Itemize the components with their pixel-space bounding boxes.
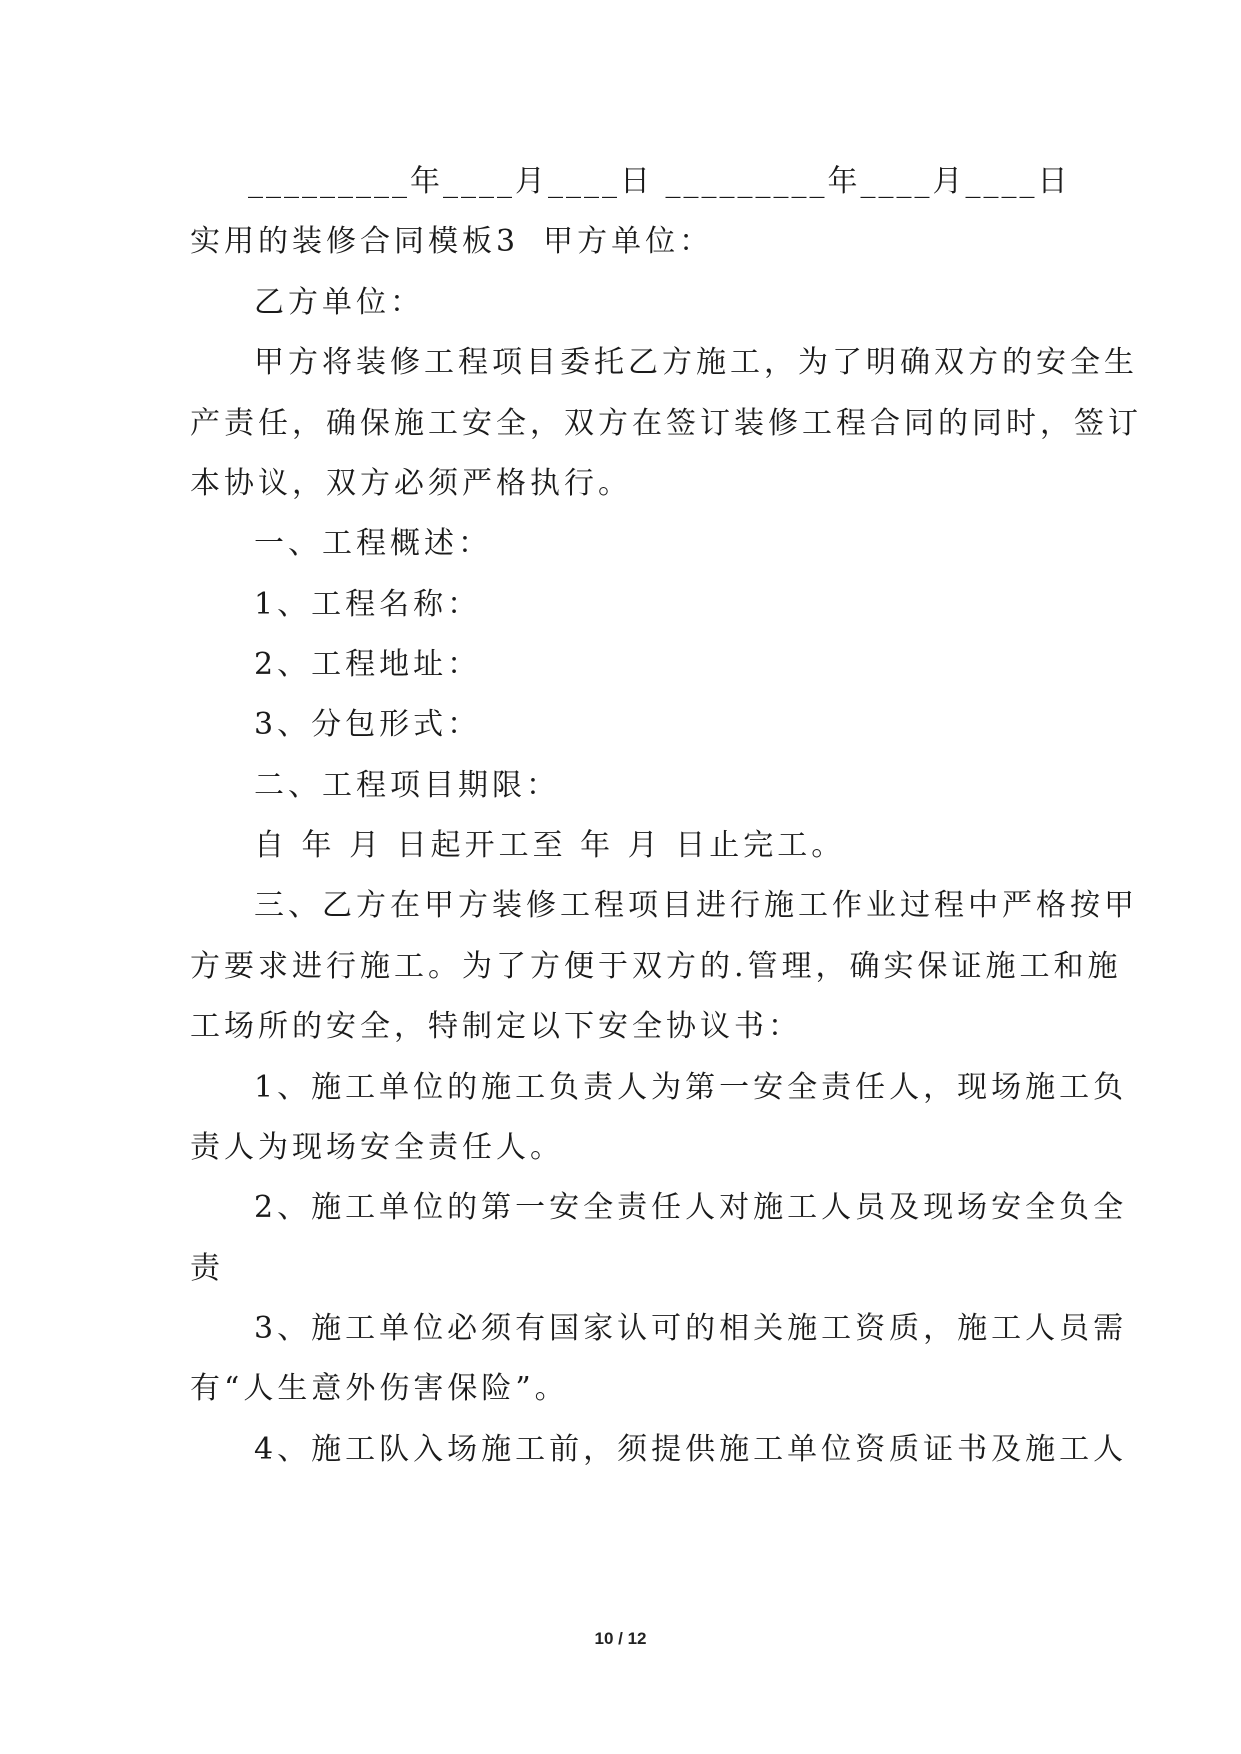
list-item: 1、工程名称： xyxy=(254,587,482,622)
paragraph-line: 有“人生意外伤害保险”。 xyxy=(190,1371,569,1406)
paragraph-line: 责 xyxy=(190,1251,224,1286)
list-item: 2、工程地址： xyxy=(254,647,482,682)
paragraph-line: 自 年 月 日起开工至 年 月 日止完工。 xyxy=(254,828,846,863)
paragraph-line: 甲方将装修工程项目委托乙方施工，为了明确双方的安全生 xyxy=(254,345,1138,380)
list-item: 1、施工单位的施工负责人为第一安全责任人，现场施工负 xyxy=(254,1070,1128,1105)
list-item: 3、施工单位必须有国家认可的相关施工资质，施工人员需 xyxy=(254,1311,1128,1346)
page-number: 10 / 12 xyxy=(594,1629,647,1648)
list-item: 2、施工单位的第一安全责任人对施工人员及现场安全负全 xyxy=(254,1190,1128,1225)
paragraph-line: 乙方单位： xyxy=(254,285,424,320)
list-item: 3、分包形式： xyxy=(254,707,482,742)
document-title: 实用的装修合同模板3 xyxy=(190,224,520,259)
paragraph-line: 责人为现场安全责任人。 xyxy=(190,1130,564,1165)
date-line: _________年____月____日 _________年____月____日 xyxy=(248,164,1071,199)
section-heading: 一、工程概述： xyxy=(254,526,492,561)
title-line xyxy=(190,222,1060,262)
list-item: 4、施工队入场施工前，须提供施工单位资质证书及施工人 xyxy=(254,1432,1128,1467)
paragraph-line: 工场所的安全，特制定以下安全协议书： xyxy=(190,1009,802,1044)
paragraph-line: 三、乙方在甲方装修工程项目进行施工作业过程中严格按甲 xyxy=(254,888,1138,923)
paragraph-line: 产责任，确保施工安全，双方在签订装修工程合同的同时，签订 xyxy=(190,406,1142,441)
section-heading: 二、工程项目期限： xyxy=(254,768,560,803)
party-a-label: 甲方单位： xyxy=(543,224,714,259)
paragraph-line: 本协议，双方必须严格执行。 xyxy=(190,466,632,501)
paragraph-line: 方要求进行施工。为了方便于双方的.管理，确实保证施工和施 xyxy=(190,949,1122,984)
